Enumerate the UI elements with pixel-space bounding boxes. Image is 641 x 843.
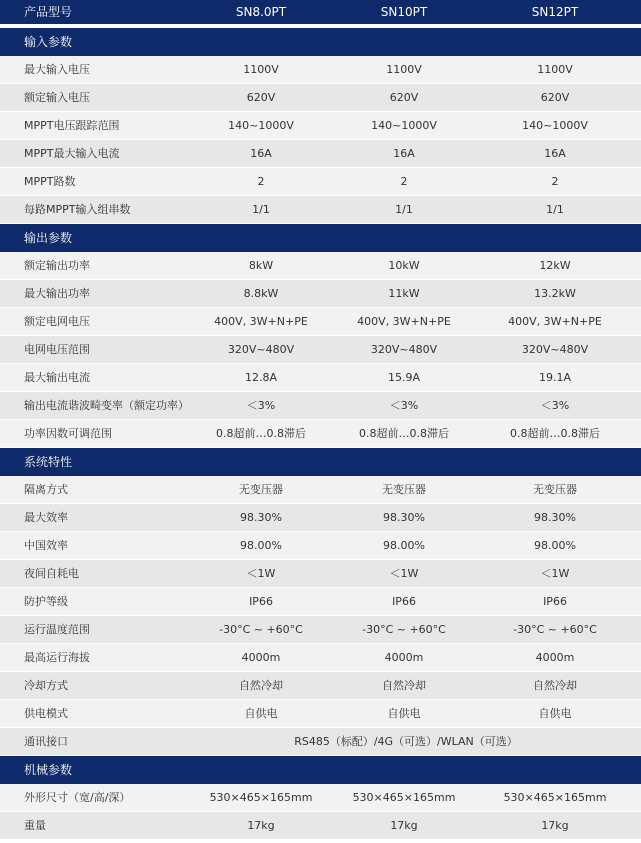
row-value-3: 620V xyxy=(540,91,570,104)
row-value-2: 11kW xyxy=(388,287,420,300)
row-value-2: IP66 xyxy=(392,595,416,608)
row-value-2: 自然冷却 xyxy=(382,679,426,692)
table-row xyxy=(0,140,641,168)
row-value-3: 98.30% xyxy=(534,511,576,524)
table-row xyxy=(0,812,641,840)
table-row xyxy=(0,784,641,812)
row-label: 冷却方式 xyxy=(24,679,68,692)
table-row xyxy=(0,700,641,728)
row-value-1: 自供电 xyxy=(244,707,278,720)
row-value-3: ＜3% xyxy=(540,399,570,412)
row-label: 通讯接口 xyxy=(24,735,68,748)
row-value-1: ＜3% xyxy=(246,399,276,412)
row-value-1: 400V, 3W+N+PE xyxy=(214,315,308,328)
section-header: 机械参数 xyxy=(0,756,641,784)
row-value-3: 无变压器 xyxy=(533,483,577,496)
row-label: 最大输出电流 xyxy=(24,371,90,384)
section-header: 系统特性 xyxy=(0,448,641,476)
row-value-1: 530×465×165mm xyxy=(209,791,313,804)
table-row xyxy=(0,616,641,644)
row-label: 隔离方式 xyxy=(24,483,68,496)
row-value-3: 320V~480V xyxy=(521,343,589,356)
row-value-1: IP66 xyxy=(249,595,273,608)
table-row xyxy=(0,392,641,420)
row-value-2: 15.9A xyxy=(387,371,421,384)
row-value-3: 98.00% xyxy=(534,539,576,552)
row-value-1: 8.8kW xyxy=(243,287,279,300)
table-row xyxy=(0,84,641,112)
row-label: 最大输入电压 xyxy=(24,63,90,76)
row-value-1: ＜1W xyxy=(246,567,276,580)
row-value-1: 1100V xyxy=(243,63,279,76)
header-model-2: SN10PT xyxy=(380,5,428,19)
row-value-3: IP66 xyxy=(543,595,567,608)
row-value-2: 320V~480V xyxy=(370,343,438,356)
row-value-span: RS485（标配）/4G（可选）/WLAN（可选） xyxy=(294,735,518,748)
row-value-2: 140~1000V xyxy=(371,119,437,132)
row-value-1: 8kW xyxy=(248,259,274,272)
row-label: 输出电流谐波畸变率（额定功率） xyxy=(24,399,189,412)
row-label: 功率因数可调范围 xyxy=(24,427,112,440)
row-label: 最大输出功率 xyxy=(24,287,90,300)
table-row xyxy=(0,672,641,700)
row-value-3: 16A xyxy=(544,147,566,160)
row-value-1: -30°C ~ +60°C xyxy=(219,623,303,636)
row-value-1: 4000m xyxy=(241,651,281,664)
row-value-2: ＜3% xyxy=(389,399,419,412)
row-value-2: -30°C ~ +60°C xyxy=(362,623,446,636)
row-value-1: 140~1000V xyxy=(228,119,294,132)
row-value-3: 自然冷却 xyxy=(533,679,577,692)
row-label: 重量 xyxy=(24,819,46,832)
row-label: 外形尺寸（宽/高/深） xyxy=(24,791,131,804)
row-value-3: 4000m xyxy=(535,651,575,664)
header-label: 产品型号 xyxy=(24,5,73,19)
row-value-3: 1100V xyxy=(537,63,573,76)
row-label: 额定电网电压 xyxy=(24,315,90,328)
row-value-2: 400V, 3W+N+PE xyxy=(357,315,451,328)
table-row xyxy=(0,112,641,140)
row-value-1: 98.30% xyxy=(240,511,282,524)
row-label: MPPT最大输入电流 xyxy=(24,147,120,160)
row-value-1: 620V xyxy=(246,91,276,104)
row-value-2: 自供电 xyxy=(387,707,421,720)
row-value-1: 12.8A xyxy=(244,371,278,384)
table-row xyxy=(0,476,641,504)
row-value-3: 自供电 xyxy=(538,707,572,720)
row-value-2: 1100V xyxy=(386,63,422,76)
row-value-3: ＜1W xyxy=(540,567,570,580)
row-value-3: -30°C ~ +60°C xyxy=(513,623,597,636)
row-value-2: 530×465×165mm xyxy=(352,791,456,804)
row-value-3: 530×465×165mm xyxy=(503,791,607,804)
row-label: 最大效率 xyxy=(24,511,68,524)
table-row xyxy=(0,728,641,756)
row-value-3: 1/1 xyxy=(546,203,564,216)
row-value-2: 4000m xyxy=(384,651,424,664)
row-value-3: 140~1000V xyxy=(522,119,588,132)
row-value-1: 16A xyxy=(250,147,272,160)
row-label: 中国效率 xyxy=(24,539,68,552)
row-value-1: 98.00% xyxy=(240,539,282,552)
row-value-1: 自然冷却 xyxy=(239,679,283,692)
table-row xyxy=(0,336,641,364)
row-value-3: 12kW xyxy=(539,259,571,272)
row-label: 最高运行海拔 xyxy=(24,651,90,664)
table-row xyxy=(0,56,641,84)
row-value-3: 400V, 3W+N+PE xyxy=(508,315,602,328)
table-row xyxy=(0,420,641,448)
row-value-1: 1/1 xyxy=(252,203,270,216)
row-value-2: 无变压器 xyxy=(382,483,426,496)
row-value-2: 98.30% xyxy=(383,511,425,524)
table-row xyxy=(0,560,641,588)
table-row xyxy=(0,364,641,392)
row-value-2: 2 xyxy=(400,175,408,188)
row-label: MPPT电压跟踪范围 xyxy=(24,119,120,132)
section-header: 输出参数 xyxy=(0,224,641,252)
row-value-1: 0.8超前…0.8滞后 xyxy=(216,427,306,440)
row-value-3: 0.8超前…0.8滞后 xyxy=(510,427,600,440)
row-value-2: 1/1 xyxy=(395,203,413,216)
header-model-1: SN8.0PT xyxy=(235,5,287,19)
row-value-1: 17kg xyxy=(247,819,275,832)
table-row xyxy=(0,504,641,532)
row-value-2: 16A xyxy=(393,147,415,160)
row-label: 电网电压范围 xyxy=(24,343,90,356)
header-model-3: SN12PT xyxy=(531,5,579,19)
row-value-1: 320V~480V xyxy=(227,343,295,356)
row-label: 每路MPPT输入组串数 xyxy=(24,203,131,216)
row-value-1: 无变压器 xyxy=(239,483,283,496)
table-row xyxy=(0,280,641,308)
row-value-3: 17kg xyxy=(541,819,569,832)
table-row xyxy=(0,308,641,336)
row-value-2: 620V xyxy=(389,91,419,104)
row-value-2: 17kg xyxy=(390,819,418,832)
row-label: 夜间自耗电 xyxy=(24,567,79,580)
row-label: 额定输出功率 xyxy=(24,259,90,272)
row-value-3: 2 xyxy=(551,175,559,188)
table-row xyxy=(0,588,641,616)
row-value-2: 98.00% xyxy=(383,539,425,552)
row-label: 额定输入电压 xyxy=(24,91,90,104)
table-row xyxy=(0,196,641,224)
table-row xyxy=(0,644,641,672)
row-value-2: 0.8超前…0.8滞后 xyxy=(359,427,449,440)
row-label: 运行温度范围 xyxy=(24,623,90,636)
section-header: 输入参数 xyxy=(0,28,641,56)
table-row xyxy=(0,532,641,560)
table-row xyxy=(0,168,641,196)
row-label: 防护等级 xyxy=(24,595,68,608)
row-value-3: 13.2kW xyxy=(534,287,576,300)
row-label: 供电模式 xyxy=(24,707,68,720)
row-value-2: ＜1W xyxy=(389,567,419,580)
row-value-1: 2 xyxy=(257,175,265,188)
table-row xyxy=(0,252,641,280)
row-label: MPPT路数 xyxy=(24,175,76,188)
row-value-3: 19.1A xyxy=(538,371,572,384)
table-body xyxy=(0,28,641,840)
table-header xyxy=(0,0,641,24)
row-value-2: 10kW xyxy=(388,259,420,272)
